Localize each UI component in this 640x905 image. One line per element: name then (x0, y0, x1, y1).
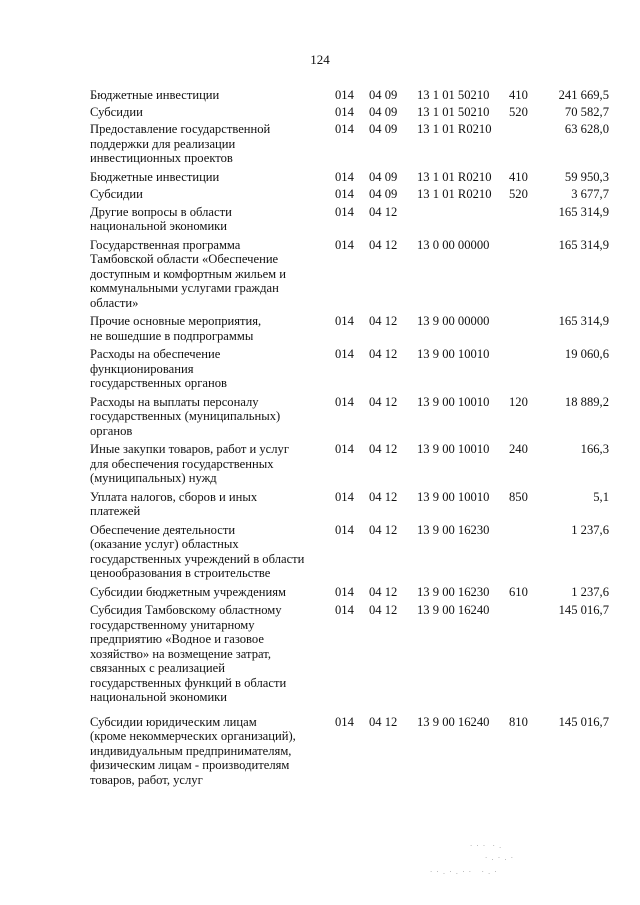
scan-artifacts (430, 842, 590, 882)
expense-name: Расходы на обеспечение функционирования государственных органов (90, 347, 227, 390)
scan-speck: · · · · . (470, 842, 503, 850)
table-row (0, 395, 640, 439)
grbs-code: 014 (335, 489, 354, 504)
amount: 241 669,5 (558, 88, 609, 102)
target-article-code: 13 1 01 R0210 (417, 122, 492, 136)
expense-name: Иные закупки товаров, работ и услуг для обеспечения государственных (муниципальных) нужд (90, 442, 290, 485)
target-article-code: 13 9 00 16230 (417, 584, 490, 599)
target-article-code: 13 9 00 10010 (417, 489, 490, 504)
section-code: 04 09 (369, 122, 398, 136)
target-article-code: 13 9 00 16240 (417, 714, 490, 729)
table-row (0, 347, 640, 391)
grbs-code: 014 (335, 104, 354, 119)
expense-type-code: 610 (509, 584, 528, 599)
table-row (0, 442, 640, 486)
grbs-code: 014 (335, 394, 354, 409)
expense-name: Обеспечение деятельности (оказание услуг) областных государственных учреждений в области ценообразования в строительстве (90, 522, 305, 580)
expense-type-code: 520 (509, 104, 528, 119)
table-row (0, 88, 640, 103)
expense-name: Уплата налогов, сборов и иных платежей (90, 489, 258, 518)
table-row (0, 490, 640, 519)
section-code: 04 12 (369, 237, 398, 252)
grbs-code: 014 (335, 204, 354, 219)
grbs-code: 014 (335, 88, 354, 102)
expense-name: Прочие основные мероприятия, не вошедшие в подпрограммы (90, 314, 262, 343)
table-row (0, 122, 640, 166)
expense-type-code: 410 (509, 169, 528, 184)
amount: 165 314,9 (558, 237, 609, 252)
table-row (0, 205, 640, 234)
target-article-code: 13 1 01 50210 (417, 88, 490, 102)
row-spacer (0, 705, 640, 715)
expense-name: Субсидии (90, 104, 143, 119)
target-article-code: 13 9 00 00000 (417, 314, 490, 328)
expense-name: Бюджетные инвестиции (90, 169, 220, 184)
grbs-code: 014 (335, 442, 354, 456)
amount: 63 628,0 (564, 122, 609, 136)
expense-name: Субсидии бюджетным учреждениям (90, 584, 286, 599)
section-code: 04 12 (369, 603, 398, 617)
section-code: 04 12 (369, 314, 398, 328)
expense-name: Субсидии юридическим лицам (кроме некоммерческих организаций), индивидуальным предпринимателям, физическим лицам - производителям товаров, работ, услуг (90, 714, 296, 787)
expense-name: Субсидии (90, 187, 143, 201)
target-article-code: 13 9 00 10010 (417, 442, 490, 456)
expense-type-code: 850 (509, 489, 528, 504)
expense-type-code: 410 (509, 88, 528, 102)
grbs-code: 014 (335, 169, 354, 184)
target-article-code: 13 1 01 50210 (417, 104, 490, 119)
target-article-code: 13 1 01 R0210 (417, 187, 492, 201)
expense-name: Другие вопросы в области национальной экономики (90, 204, 232, 233)
budget-table (0, 88, 640, 787)
grbs-code: 014 (335, 314, 354, 328)
section-code: 04 09 (369, 88, 398, 102)
expense-name: Бюджетные инвестиции (90, 88, 220, 102)
grbs-code: 014 (335, 237, 354, 252)
table-row (0, 238, 640, 311)
expense-type-code: 520 (509, 187, 528, 201)
amount: 5,1 (593, 489, 609, 504)
section-code: 04 12 (369, 394, 398, 409)
section-code: 04 09 (369, 187, 398, 201)
expense-name: Субсидия Тамбовскому областному государственному унитарному предприятию «Водное и газовое хозяйство» на возмещение затрат, связанных с реализацией государственных функций в области национальной экономики (90, 603, 287, 704)
target-article-code: 13 0 00 00000 (417, 237, 490, 252)
expense-name: Государственная программа Тамбовской области «Обеспечение доступным и комфортным жильем и коммунальными услугами граждан области» (90, 237, 287, 310)
amount: 166,3 (580, 442, 609, 456)
section-code: 04 12 (369, 204, 398, 219)
grbs-code: 014 (335, 122, 354, 136)
section-code: 04 12 (369, 489, 398, 504)
section-code: 04 12 (369, 522, 398, 537)
section-code: 04 09 (369, 104, 398, 119)
section-code: 04 12 (369, 584, 398, 599)
grbs-code: 014 (335, 714, 354, 729)
grbs-code: 014 (335, 603, 354, 617)
table-row (0, 585, 640, 600)
target-article-code: 13 9 00 10010 (417, 347, 490, 361)
table-row (0, 523, 640, 581)
amount: 165 314,9 (558, 314, 609, 328)
expense-name: Расходы на выплаты персоналу государственных (муниципальных) органов (90, 394, 281, 438)
expense-name: Предоставление государственной поддержки для реализации инвестиционных проектов (90, 122, 271, 165)
amount: 3 677,7 (571, 187, 609, 201)
target-article-code: 13 1 01 R0210 (417, 169, 492, 184)
section-code: 04 12 (369, 714, 398, 729)
grbs-code: 014 (335, 522, 354, 537)
amount: 70 582,7 (564, 104, 609, 119)
amount: 19 060,6 (564, 347, 609, 361)
grbs-code: 014 (335, 187, 354, 201)
table-row (0, 715, 640, 788)
amount: 1 237,6 (571, 584, 609, 599)
amount: 145 016,7 (558, 603, 609, 617)
amount: 18 889,2 (564, 394, 609, 409)
scan-speck: · · . · . · · · . · (430, 868, 498, 876)
expense-type-code: 120 (509, 394, 528, 409)
table-row (0, 603, 640, 705)
target-article-code: 13 9 00 16230 (417, 522, 490, 537)
target-article-code: 13 9 00 10010 (417, 394, 490, 409)
table-row (0, 105, 640, 120)
page-number: 124 (310, 52, 330, 67)
amount: 1 237,6 (571, 522, 609, 537)
section-code: 04 12 (369, 442, 398, 456)
grbs-code: 014 (335, 584, 354, 599)
table-row (0, 170, 640, 185)
table-row (0, 187, 640, 202)
amount: 165 314,9 (558, 204, 609, 219)
amount: 59 950,3 (564, 169, 609, 184)
amount: 145 016,7 (558, 714, 609, 729)
section-code: 04 12 (369, 347, 398, 361)
table-row (0, 314, 640, 343)
scan-speck: · . · . · (485, 854, 515, 862)
expense-type-code: 240 (509, 442, 528, 456)
section-code: 04 09 (369, 169, 398, 184)
expense-type-code: 810 (509, 714, 528, 729)
grbs-code: 014 (335, 347, 354, 361)
target-article-code: 13 9 00 16240 (417, 603, 490, 617)
